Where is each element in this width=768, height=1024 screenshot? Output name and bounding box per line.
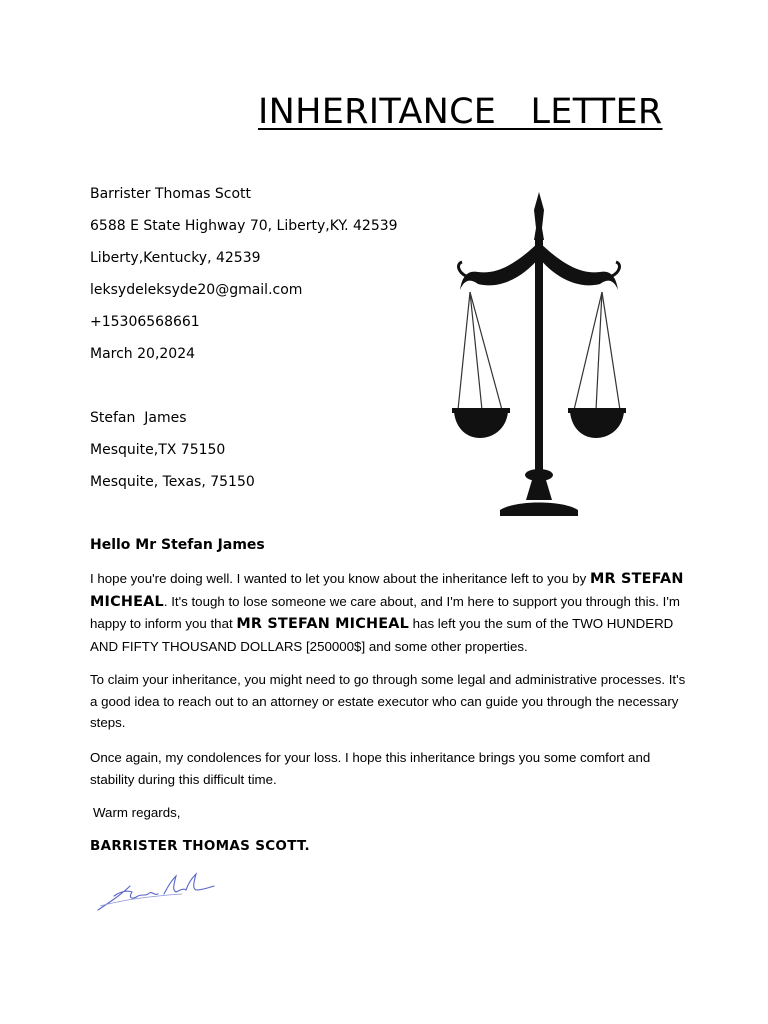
paragraph-1-part-1: I hope you're doing well. I wanted to let you know about the inheritance left to you by: [90, 571, 591, 586]
recipient-name: Stefan James: [90, 410, 187, 426]
letter-date: March 20,2024: [90, 346, 196, 362]
letter-title: INHERITANCE LETTER: [258, 92, 663, 132]
sender-street: 6588 E State Highway 70, Liberty,KY. 42539: [90, 218, 398, 234]
sender-name: Barrister Thomas Scott: [90, 186, 252, 202]
paragraph-1-part-2: . It's tough to lose someone we care about, and I'm here to support you through this. I'm happy to inform you that: [90, 593, 680, 631]
paragraph-1-part-3: has left you the sum of the TWO HUNDERD AND FIFTY THOUSAND DOLLARS [250000$] and some other properties.: [90, 616, 674, 654]
sender-signature-name: BARRISTER THOMAS SCOTT.: [90, 838, 310, 854]
sender-city: Liberty,Kentucky, 42539: [90, 250, 261, 266]
deceased-name-emphasis: MR STEFAN MICHEAL: [90, 571, 684, 610]
sender-phone: +15306568661: [90, 314, 200, 330]
scales-of-justice-icon: [430, 180, 640, 525]
handwritten-signature: [92, 866, 224, 916]
deceased-name-emphasis-2: MR STEFAN MICHEAL: [236, 616, 409, 632]
body-paragraph-2: To claim your inheritance, you might need to go through some legal and administrative processes. It's a good idea to reach out to an attorney or estate executor who can guide you through the necessary steps.: [90, 672, 686, 730]
greeting: Hello Mr Stefan James: [90, 537, 265, 553]
body-paragraph-1: [90, 568, 690, 657]
recipient-city-line: Mesquite,TX 75150: [90, 442, 226, 458]
recipient-city: Mesquite, Texas, 75150: [90, 474, 255, 490]
sign-off: Warm regards,: [93, 805, 181, 820]
body-paragraph-3: Once again, my condolences for your loss. I hope this inheritance brings you some comfort and stability during this difficult time.: [90, 750, 651, 787]
sender-email: leksydeleksyde20@gmail.com: [90, 282, 303, 298]
